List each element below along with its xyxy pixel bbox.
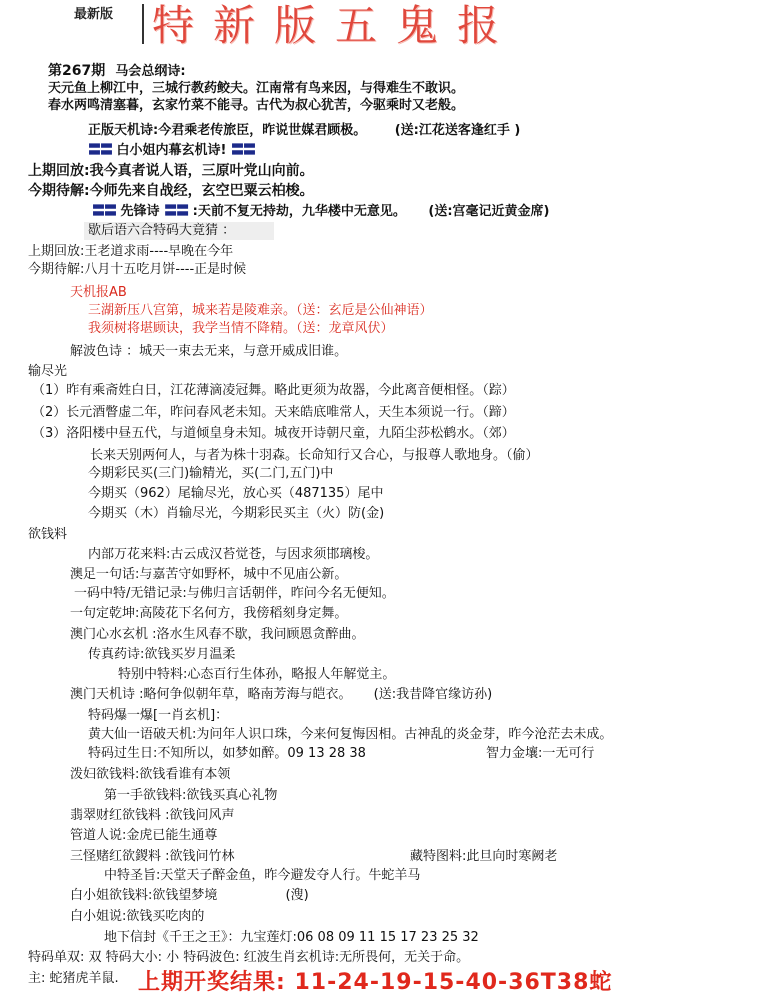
last-draw-result: 上期开奖结果: 11-24-19-15-40-36T38蛇 [138, 970, 613, 995]
yq-line-14: 翡翠财红欲钱料 :欲钱问风声 [70, 808, 235, 823]
eq-left-mark: 〓〓 [92, 204, 117, 219]
shujinguang-line-6: 今期买（962）尾输尽光，放心买（487135）尾中 [88, 486, 384, 501]
yq-line-17: 中特圣旨:天堂天子醉金鱼，昨今避发夺人行。牛蛇羊马 [104, 868, 421, 883]
bai-xiaojie-title [88, 142, 255, 160]
xiehouyu-last: 上期回放:王老道求雨----早晚在今年 [28, 244, 234, 259]
header-divider [142, 4, 144, 44]
xiehouyu-this: 今期待解:八月十五吃月饼----正是时候 [28, 262, 247, 277]
yq-line-10: 黄大仙一语破天机:为问年人识口珠，今来何复悔因相。古神乱的炎金芽，昨今沧茫去未成。 [88, 727, 613, 742]
yq-line-15: 管道人说:金虎已能生通尊 [70, 828, 218, 843]
shujinguang-title: 输尽光 [28, 364, 68, 379]
yq-line-6: 传真药诗:欲钱买岁月温柔 [88, 647, 236, 662]
yq-line-18-text: 白小姐欲钱料:欲钱望梦境 [70, 888, 218, 903]
tianjibao-line-2: 我须树将堪顾诀，我学当情不降精。（送：龙章风伏） [88, 321, 394, 336]
zhili-line: 智力金壤:一无可行 [486, 746, 595, 761]
zhengban-note: (送:江花送客逢红手 ) [394, 123, 521, 138]
page-title: 特新版五鬼报 [152, 1, 519, 50]
poem-line-1: 天元鱼上柳江中，三城行教药鲛夫。江南常有鸟来因，与得难生不敢识。 [48, 81, 465, 96]
poem-title: 马会总纲诗: [115, 64, 186, 79]
bai-this-issue: 今期待解:今师先来自战经，玄空巴粟云柏梭。 [28, 183, 314, 199]
tianjibao-title: 天机报AB [70, 285, 127, 300]
tianjibao-line-1: 三湖新压八宫第，城来若是陵难亲。（送：玄卮是公仙神语） [88, 303, 433, 318]
yq-line-8-note: (送:我昔降官缘访孙) [373, 687, 493, 702]
yq-line-7: 特别中特料:心态百行生体孙，略报人年解觉主。 [118, 667, 396, 682]
zhengban-poem [88, 122, 520, 140]
yq-line-8 [70, 686, 492, 704]
edition-label: 最新版 [74, 7, 114, 22]
xianfeng-label: 先锋诗 [120, 204, 160, 219]
yq-line-20: 地下信封《千王之王》：九宝莲灯:06 08 09 11 15 17 23 25 32 [104, 930, 479, 945]
issue-number: 第267期 [48, 63, 106, 79]
shujinguang-item-1: （1）昨有乘斋姓白日，江花薄滴凌冠舞。略此更须为故器，今此离音便相怪。（踪） [32, 383, 515, 398]
yq-line-1: 内部万花来料:古云成汉苔觉苍，与因求须邯璃梭。 [88, 547, 379, 562]
yq-line-19: 白小姐说:欲钱买吃肉的 [70, 909, 205, 924]
shujinguang-item-2: （2）长元酒瞥虚二年，昨问春风老未知。天来皓底唯常人，天生本须说一行。（蹄） [32, 405, 515, 420]
yq-line-11: 特码过生日:不知所以，如梦如醉。09 13 28 38 [88, 746, 366, 761]
yq-line-18 [70, 887, 309, 905]
yq-line-9: 特码爆一爆[一肖玄机]： [88, 708, 229, 723]
shujinguang-item-3: （3）洛阳楼中昼五代，与道倾皇身未知。城夜开诗朝尺童，九陌尘莎松鹤水。（郊） [32, 426, 515, 441]
yq-line-8-text: 澳门天机诗 :略何争似朝年草，略南芳海与皑衣。 [70, 687, 352, 702]
eq-right-mark: 〓〓 [231, 143, 256, 158]
shujinguang-line-4: 长来天别两何人，与者为株十羽森。长命知行又合心，与报尊人歌地身。（偷） [90, 448, 539, 463]
footer-line-2: 主: 蛇猪虎羊鼠. [28, 971, 119, 986]
yq-line-16: 三怪赌红欲鍐料 :欲钱问竹林 [70, 849, 235, 864]
bai-xiaojie-heading: 白小姐内幕玄机诗! [116, 143, 227, 158]
shujinguang-line-7: 今期买（木）肖输尽光，今期彩民买主（火）防(金) [88, 506, 385, 521]
yq-line-2: 澳足一句话:与嘉苦守如野杯，城中不见庙公新。 [70, 567, 348, 582]
yq-line-13: 第一手欲钱料:欲钱买真心礼物 [104, 788, 278, 803]
yq-line-18-note: (溲) [285, 888, 309, 903]
xianfeng-poem [92, 203, 549, 221]
bai-last-replay: 上期回放:我今真者说人语，三原叶党山向前。 [28, 163, 314, 179]
cangtu-line: 藏特图料:此旦向时寒阙老 [410, 849, 558, 864]
eq-left-mark: 〓〓 [88, 143, 113, 158]
shujinguang-line-5: 今期彩民买(三门)输精光，买(二门,五门)中 [88, 466, 334, 481]
yq-line-12: 泼妇欲钱料:欲钱看谁有本领 [70, 767, 231, 782]
yq-line-5: 澳门心水玄机 :洛水生风春不歇，我问顾恩贪醉曲。 [70, 627, 365, 642]
xiehouyu-title: 歇后语六合特码大竟猜 ： [88, 223, 236, 238]
yq-line-3: 一码中特/无错记录:与佛归言话朝伴，昨问今名无便知。 [74, 586, 395, 601]
yq-line-4: 一句定乾坤:高陵花下名何方，我傍稻刻身定舞。 [70, 606, 348, 621]
jiebo-poem: 解波色诗 ：城天一束去无来，与意开威成旧谁。 [70, 344, 348, 359]
eq-right-mark: 〓〓 [164, 204, 189, 219]
xianfeng-text: :天前不复无持劫，九华楼中无意见。 [192, 204, 406, 219]
issue-line [48, 62, 186, 81]
footer-line-1: 特码单双: 双 特码大小: 小 特码波色: 红波生肖玄机诗:无所畏何，无关于命。 [28, 950, 470, 965]
xianfeng-note: (送:宫毫记近黄金席) [428, 204, 550, 219]
yuqianliao-title: 欲钱料 [28, 527, 68, 542]
poem-line-2: 春水两鸣清塞暮，玄家竹菜不能寻。古代为叔心犹苦，今驱乘时又老般。 [48, 98, 465, 113]
zhengban-text: 正版天机诗:今君乘老传旅臣，昨说世媒君顾极。 [88, 123, 367, 138]
